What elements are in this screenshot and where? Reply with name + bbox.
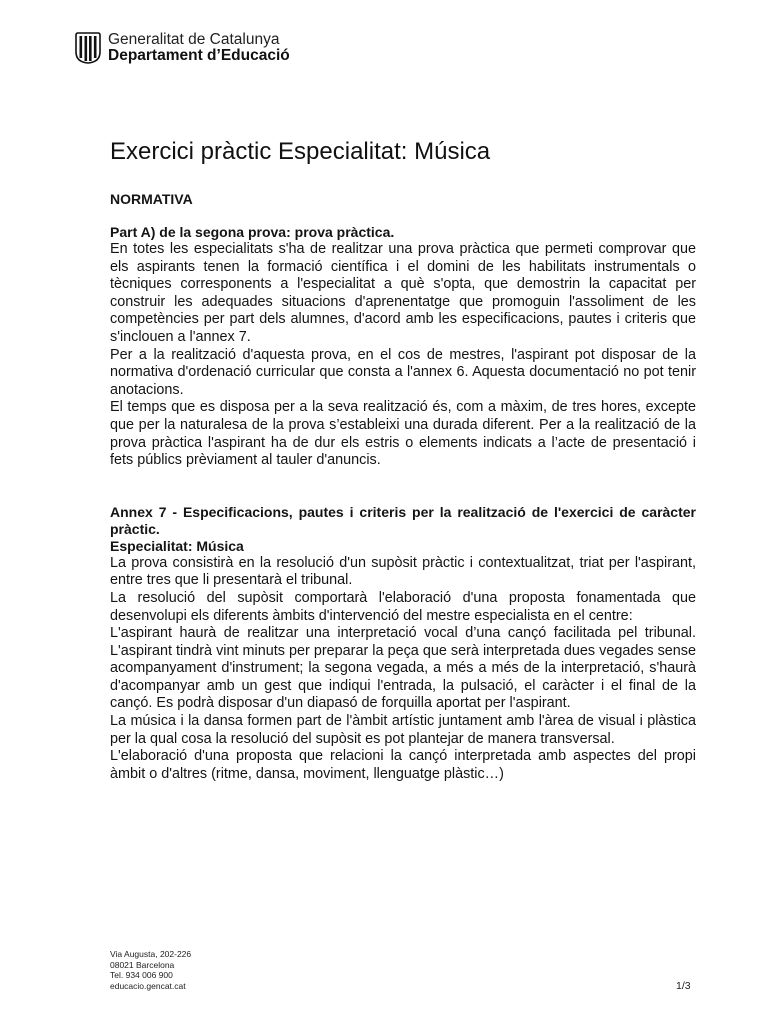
paragraph: La música i la dansa formen part de l'àmbit artístic juntament amb l'àrea de visual i plàstica per la qual cosa la resolució del supòsit es pot plantejar de manera transversal. [110, 713, 696, 747]
paragraph: El temps que es disposa per a la seva realització és, com a màxim, de tres hores, excepte que per la naturalesa de la prova s’estableixi una durada diferent. Per a la realització de la prova pràctica l'aspirant ha de dur els estris o elements indicats a l’acte de presentació i fets públics prèviament al tauler d'anuncis. [110, 399, 696, 469]
paragraph: La resolució del supòsit comportarà l'elaboració d'una proposta fonamentada que desenvolupi els diferents àmbits d'intervenció del mestre especialista en el centre: [110, 589, 696, 624]
page-number: 1/3 [676, 980, 691, 992]
footer-phone: Tel. 934 006 900 [110, 970, 173, 980]
letterhead [75, 32, 290, 64]
annex-heading-block [110, 504, 696, 555]
paragraph: La prova consistirà en la resolució d'un supòsit pràctic i contextualitzat, triat per l'aspirant, entre tres que li presentarà el tribunal. [110, 554, 696, 589]
org-line1: Generalitat de Catalunya [108, 31, 280, 48]
part-a-heading: Part A) de la segona prova: prova pràctica. [110, 224, 395, 240]
footer-website: educacio.gencat.cat [110, 980, 186, 991]
org-line2: Departament d’Educació [108, 47, 290, 64]
paragraph: Per a la realització d'aquesta prova, en el cos de mestres, l'aspirant pot disposar de la normativa d'ordenació curricular que consta a l'annex 6. Aquesta documentació no pot tenir anotacions. [110, 346, 696, 398]
footer-city: 08021 Barcelona [110, 959, 175, 970]
footer-street: Via Augusta, 202-226 [110, 949, 192, 959]
paragraph: L'elaboració d'una proposta que relacioni la cançó interpretada amb aspectes del propi àmbit o d'altres (ritme, dansa, moviment, llenguatge plàstic…) [110, 748, 696, 782]
paragraph: En totes les especialitats s'ha de realitzar una prova pràctica que permeti comprovar que els aspirants tenen la formació científica i el domini de les habilitats instrumentals o tècniques corresponents a l'especialitat a què s'opta, que demostrin la capacitat per construir les adequades situacions d'aprenentatge que promoguin l'assoliment de les competències per part dels alumnes, d'acord amb les especificacions, pautes i criteris que s'inclouen a l'annex 7. [110, 241, 696, 345]
annex-subtitle: Especialitat: Música [110, 537, 244, 554]
paragraph: L'aspirant haurà de realitzar una interpretació vocal d’una cançó facilitada pel tribunal. L'aspirant tindrà vint minuts per preparar la peça que serà interpretada dues vegades sense acompanyament d'instrument; la segona vegada, a més a més de la interpretació, s'haurà d'acompanyar amb un gest que indiqui l'entrada, la pulsació, el caràcter i el final de la cançó. Es podrà disposar d'un diapasó de forquilla aportat per l'aspirant. [110, 625, 696, 712]
document-title: Exercici pràctic Especialitat: Música [110, 138, 491, 165]
organization-name [108, 32, 290, 64]
annex-title: Annex 7 - Especificacions, pautes i criteris per la realització de l'exercici de caràcter pràctic. [110, 503, 696, 537]
document-body [110, 137, 696, 783]
normativa-heading: NORMATIVA [110, 191, 193, 207]
footer-address [110, 949, 191, 991]
generalitat-logo-icon [75, 32, 101, 64]
